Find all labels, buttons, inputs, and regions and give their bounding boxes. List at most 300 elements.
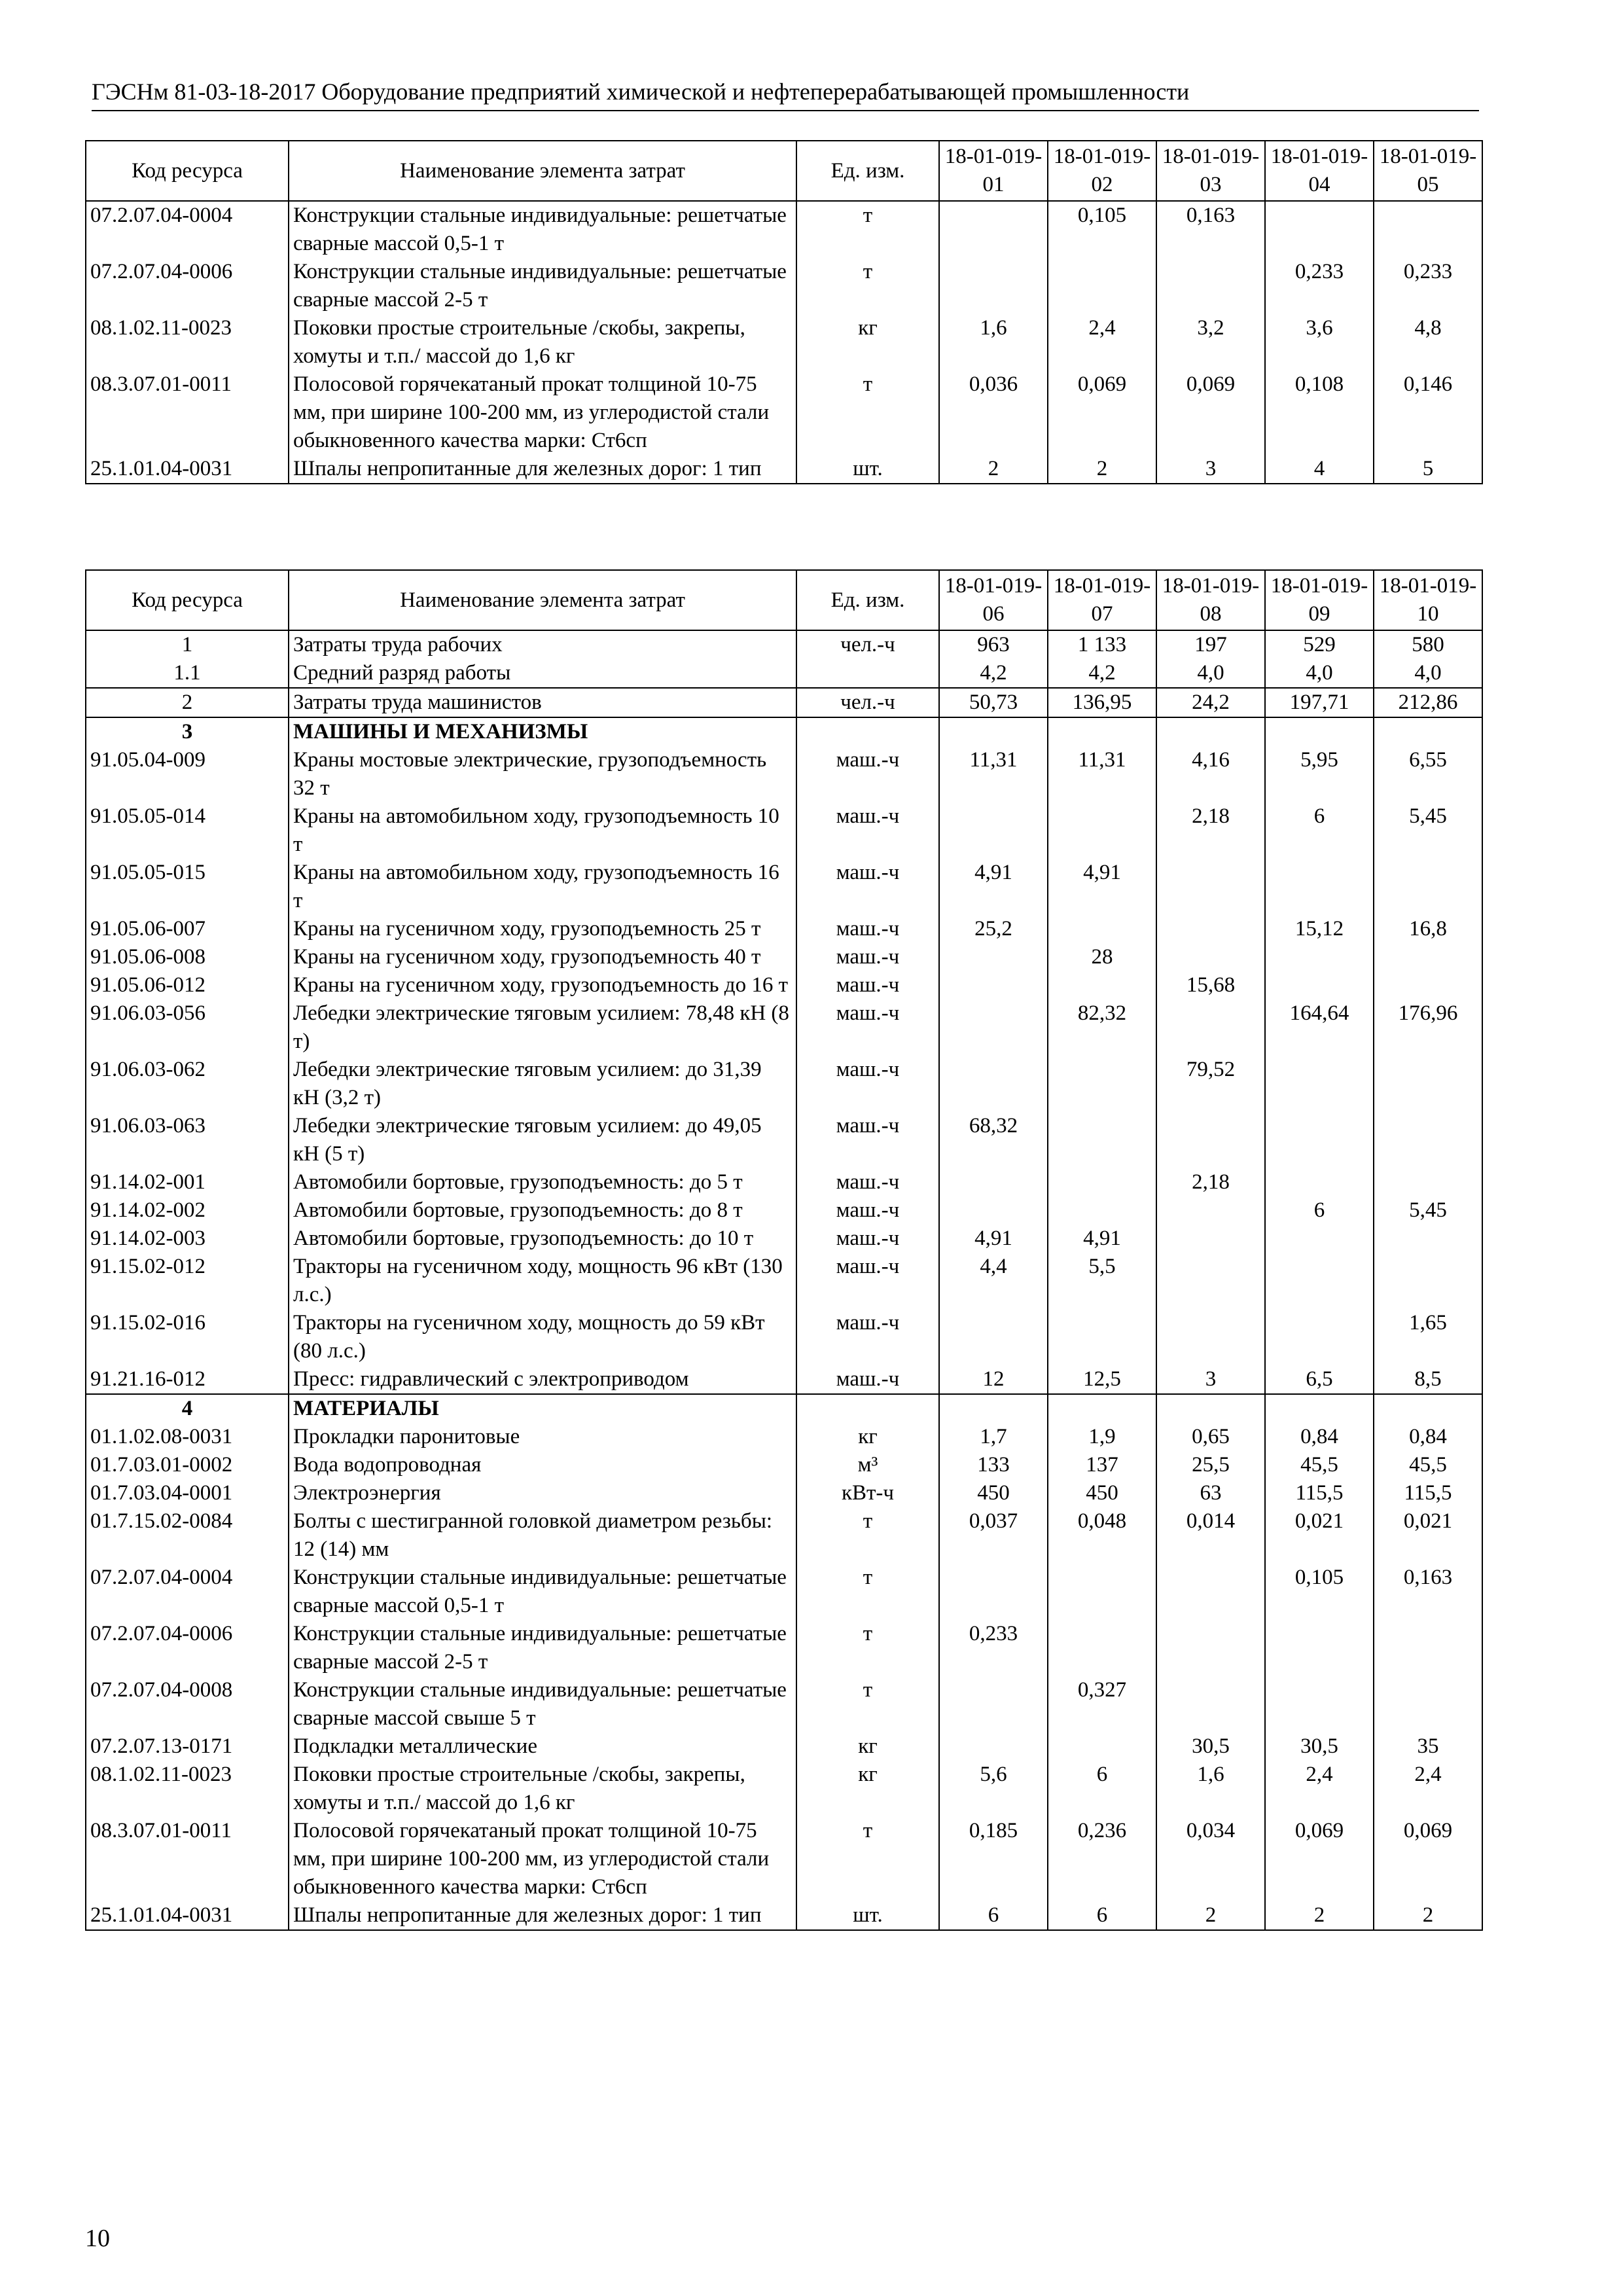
row-unit: маш.-ч [796, 1056, 939, 1112]
row-value: 0,233 [939, 1620, 1048, 1676]
row-unit: кг [796, 1761, 939, 1817]
row-code: 91.05.06-012 [86, 971, 289, 999]
row-unit: маш.-ч [796, 1253, 939, 1309]
row-value [1156, 1112, 1265, 1168]
row-value [939, 1394, 1048, 1423]
row-value: 0,034 [1156, 1817, 1265, 1901]
row-name: Затраты труда рабочих [289, 630, 796, 659]
row-value: 0,84 [1374, 1423, 1482, 1451]
row-value: 5,95 [1265, 746, 1374, 802]
row-value [1265, 717, 1374, 746]
row-value [1374, 1253, 1482, 1309]
row-value: 0,233 [1265, 258, 1374, 314]
row-value [1265, 859, 1374, 915]
table-row [86, 1423, 1482, 1451]
row-code: 91.21.16-012 [86, 1365, 289, 1394]
row-value [939, 1309, 1048, 1365]
row-name: Лебедки электрические тяговым усилием: до 49,05 кН (5 т) [289, 1112, 796, 1168]
row-value: 5,5 [1048, 1253, 1156, 1309]
table-row [86, 1507, 1482, 1564]
header-col: 18-01-019-02 [1048, 141, 1156, 201]
row-value: 197,71 [1265, 688, 1374, 717]
row-value: 30,5 [1265, 1732, 1374, 1761]
header-col: 18-01-019-05 [1374, 141, 1482, 201]
row-value: 2 [1156, 1901, 1265, 1930]
row-value: 16,8 [1374, 915, 1482, 943]
row-value: 2,4 [1265, 1761, 1374, 1817]
row-code: 91.05.04-009 [86, 746, 289, 802]
row-value: 2,4 [1048, 314, 1156, 370]
row-value [939, 999, 1048, 1056]
table-row [86, 971, 1482, 999]
row-value [939, 717, 1048, 746]
row-value: 35 [1374, 1732, 1482, 1761]
table-row [86, 1479, 1482, 1507]
row-name: Конструкции стальные индивидуальные: решетчатые сварные массой 0,5-1 т [289, 201, 796, 258]
row-value [1265, 1620, 1374, 1676]
row-value [1374, 971, 1482, 999]
row-name: Затраты труда машинистов [289, 688, 796, 717]
table-row [86, 717, 1482, 746]
row-value: 45,5 [1374, 1451, 1482, 1479]
header-code: Код ресурса [86, 570, 289, 630]
row-value: 0,185 [939, 1817, 1048, 1901]
table-row [86, 915, 1482, 943]
table-row [86, 999, 1482, 1056]
row-value [939, 1168, 1048, 1196]
row-value [1156, 1196, 1265, 1225]
row-value [1156, 1225, 1265, 1253]
row-value [1374, 201, 1482, 258]
row-code: 01.7.03.01-0002 [86, 1451, 289, 1479]
row-unit: маш.-ч [796, 915, 939, 943]
row-value: 1,7 [939, 1423, 1048, 1451]
row-unit: маш.-ч [796, 943, 939, 971]
row-name: Полосовой горячекатаный прокат толщиной 10-75 мм, при ширине 100-200 мм, из углеродистой стали обыкновенного качества марки: Ст6сп [289, 1817, 796, 1901]
row-name: Краны на автомобильном ходу, грузоподъемность 16 т [289, 859, 796, 915]
row-name: Прокладки паронитовые [289, 1423, 796, 1451]
row-value [1048, 915, 1156, 943]
row-value [1156, 1676, 1265, 1732]
row-value: 0,108 [1265, 370, 1374, 455]
table-row [86, 1112, 1482, 1168]
table-row [86, 1253, 1482, 1309]
row-value [1156, 915, 1265, 943]
row-value: 0,014 [1156, 1507, 1265, 1564]
row-value: 0,069 [1156, 370, 1265, 455]
row-unit [796, 1394, 939, 1423]
row-value [1374, 859, 1482, 915]
row-name: Шпалы непропитанные для железных дорог: 1 тип [289, 455, 796, 484]
row-value: 0,163 [1374, 1564, 1482, 1620]
row-unit: маш.-ч [796, 746, 939, 802]
row-value: 4,16 [1156, 746, 1265, 802]
table-row [86, 859, 1482, 915]
row-name: МАШИНЫ И МЕХАНИЗМЫ [289, 717, 796, 746]
row-value: 12 [939, 1365, 1048, 1394]
row-value: 6 [939, 1901, 1048, 1930]
row-value [1156, 1309, 1265, 1365]
row-value: 0,069 [1265, 1817, 1374, 1901]
table-row [86, 455, 1482, 484]
row-value: 50,73 [939, 688, 1048, 717]
row-unit: т [796, 201, 939, 258]
row-value [939, 943, 1048, 971]
row-code: 91.06.03-056 [86, 999, 289, 1056]
row-name: Пресс: гидравлический с электроприводом [289, 1365, 796, 1394]
row-value [1374, 1394, 1482, 1423]
row-value [1156, 717, 1265, 746]
row-name: Краны на автомобильном ходу, грузоподъемность 10 т [289, 802, 796, 859]
row-value: 68,32 [939, 1112, 1048, 1168]
header-col: 18-01-019-08 [1156, 570, 1265, 630]
row-value: 45,5 [1265, 1451, 1374, 1479]
row-value: 2 [1265, 1901, 1374, 1930]
row-value [1048, 1056, 1156, 1112]
row-code: 08.3.07.01-0011 [86, 370, 289, 455]
row-unit: маш.-ч [796, 1196, 939, 1225]
document-header: ГЭСНм 81-03-18-2017 Оборудование предприятий химической и нефтеперерабатывающей промышленности [92, 77, 1479, 111]
row-value [1048, 258, 1156, 314]
table-row [86, 1676, 1482, 1732]
row-value: 164,64 [1265, 999, 1374, 1056]
header-col: 18-01-019-10 [1374, 570, 1482, 630]
row-value: 24,2 [1156, 688, 1265, 717]
row-value: 0,105 [1048, 201, 1156, 258]
row-value: 3 [1156, 455, 1265, 484]
row-value [1374, 1056, 1482, 1112]
row-value: 529 [1265, 630, 1374, 659]
row-code: 2 [86, 688, 289, 717]
row-unit: шт. [796, 1901, 939, 1930]
row-code: 91.14.02-001 [86, 1168, 289, 1196]
row-name: Автомобили бортовые, грузоподъемность: до 8 т [289, 1196, 796, 1225]
row-unit: маш.-ч [796, 1365, 939, 1394]
row-value [939, 1056, 1048, 1112]
row-code: 91.05.06-007 [86, 915, 289, 943]
row-value [1374, 1620, 1482, 1676]
header-col: 18-01-019-03 [1156, 141, 1265, 201]
row-value: 5,6 [939, 1761, 1048, 1817]
row-value [939, 1676, 1048, 1732]
header-col: 18-01-019-04 [1265, 141, 1374, 201]
row-value: 0,021 [1374, 1507, 1482, 1564]
row-code: 91.06.03-063 [86, 1112, 289, 1168]
row-value: 4,0 [1374, 659, 1482, 688]
row-value: 30,5 [1156, 1732, 1265, 1761]
row-value: 4,2 [939, 659, 1048, 688]
row-value: 176,96 [1374, 999, 1482, 1056]
table-row [86, 746, 1482, 802]
row-value [939, 201, 1048, 258]
row-value: 450 [1048, 1479, 1156, 1507]
row-value: 0,021 [1265, 1507, 1374, 1564]
row-value: 0,069 [1048, 370, 1156, 455]
row-value [1048, 1168, 1156, 1196]
row-code: 08.1.02.11-0023 [86, 1761, 289, 1817]
row-name: Лебедки электрические тяговым усилием: 78,48 кН (8 т) [289, 999, 796, 1056]
row-code: 01.1.02.08-0031 [86, 1423, 289, 1451]
row-unit: маш.-ч [796, 971, 939, 999]
row-value: 2,18 [1156, 1168, 1265, 1196]
table-row [86, 1732, 1482, 1761]
row-name: Шпалы непропитанные для железных дорог: 1 тип [289, 1901, 796, 1930]
table-row [86, 659, 1482, 688]
row-value [1265, 1676, 1374, 1732]
row-value: 133 [939, 1451, 1048, 1479]
row-unit: т [796, 258, 939, 314]
row-value [1048, 1112, 1156, 1168]
row-code: 07.2.07.04-0004 [86, 1564, 289, 1620]
row-unit: кВт-ч [796, 1479, 939, 1507]
table-row [86, 1620, 1482, 1676]
row-value [939, 1564, 1048, 1620]
row-code: 01.7.03.04-0001 [86, 1479, 289, 1507]
row-value: 197 [1156, 630, 1265, 659]
row-code: 07.2.07.04-0006 [86, 258, 289, 314]
row-value: 4,91 [1048, 859, 1156, 915]
table-row [86, 1309, 1482, 1365]
row-code: 91.14.02-003 [86, 1225, 289, 1253]
row-value [1374, 1676, 1482, 1732]
row-unit: т [796, 1564, 939, 1620]
row-unit: кг [796, 1423, 939, 1451]
row-value [1374, 1168, 1482, 1196]
table-row [86, 1394, 1482, 1423]
table-row [86, 1564, 1482, 1620]
row-value: 0,069 [1374, 1817, 1482, 1901]
row-value [1374, 717, 1482, 746]
row-name: МАТЕРИАЛЫ [289, 1394, 796, 1423]
row-name: Поковки простые строительные /скобы, закрепы, хомуты и т.п./ массой до 1,6 кг [289, 1761, 796, 1817]
row-unit: маш.-ч [796, 859, 939, 915]
row-name: Автомобили бортовые, грузоподъемность: до 5 т [289, 1168, 796, 1196]
row-value [1048, 971, 1156, 999]
row-value [1048, 1564, 1156, 1620]
row-value [1048, 1732, 1156, 1761]
row-value: 963 [939, 630, 1048, 659]
row-name: Конструкции стальные индивидуальные: решетчатые сварные массой 0,5-1 т [289, 1564, 796, 1620]
table-row [86, 1901, 1482, 1930]
row-value: 6 [1265, 1196, 1374, 1225]
row-value: 15,12 [1265, 915, 1374, 943]
row-code: 1 [86, 630, 289, 659]
page-number: 10 [85, 2225, 110, 2252]
row-value: 3,2 [1156, 314, 1265, 370]
row-value [1048, 1309, 1156, 1365]
row-code: 07.2.07.04-0006 [86, 1620, 289, 1676]
row-name: Краны на гусеничном ходу, грузоподъемность 40 т [289, 943, 796, 971]
row-unit: чел.-ч [796, 630, 939, 659]
row-code: 91.05.05-014 [86, 802, 289, 859]
row-name: Поковки простые строительные /скобы, закрепы, хомуты и т.п./ массой до 1,6 кг [289, 314, 796, 370]
table-row [86, 688, 1482, 717]
row-code: 25.1.01.04-0031 [86, 1901, 289, 1930]
row-unit: т [796, 1676, 939, 1732]
row-value: 2 [939, 455, 1048, 484]
row-value: 115,5 [1374, 1479, 1482, 1507]
row-value: 11,31 [939, 746, 1048, 802]
row-name: Краны на гусеничном ходу, грузоподъемность до 16 т [289, 971, 796, 999]
row-value [939, 258, 1048, 314]
row-name: Конструкции стальные индивидуальные: решетчатые сварные массой свыше 5 т [289, 1676, 796, 1732]
row-value [1265, 1056, 1374, 1112]
row-value: 2,18 [1156, 802, 1265, 859]
table-row [86, 1817, 1482, 1901]
table-row [86, 1168, 1482, 1196]
row-value [1265, 1309, 1374, 1365]
row-value [1265, 943, 1374, 971]
row-name: Краны мостовые электрические, грузоподъемность 32 т [289, 746, 796, 802]
row-unit: маш.-ч [796, 1168, 939, 1196]
row-value: 4 [1265, 455, 1374, 484]
header-col: 18-01-019-01 [939, 141, 1048, 201]
row-name: Тракторы на гусеничном ходу, мощность 96 кВт (130 л.с.) [289, 1253, 796, 1309]
row-value [1048, 717, 1156, 746]
table-row [86, 1196, 1482, 1225]
table-row [86, 802, 1482, 859]
table-row [86, 943, 1482, 971]
row-value: 0,65 [1156, 1423, 1265, 1451]
table-row [86, 370, 1482, 455]
row-value: 115,5 [1265, 1479, 1374, 1507]
row-value: 3 [1156, 1365, 1265, 1394]
row-unit: т [796, 1620, 939, 1676]
row-unit: м³ [796, 1451, 939, 1479]
row-unit: т [796, 370, 939, 455]
row-value: 11,31 [1048, 746, 1156, 802]
row-value: 2 [1374, 1901, 1482, 1930]
row-value [1048, 1196, 1156, 1225]
row-value [1265, 201, 1374, 258]
row-code: 91.15.02-016 [86, 1309, 289, 1365]
row-value [1265, 1168, 1374, 1196]
row-code: 91.15.02-012 [86, 1253, 289, 1309]
row-unit: кг [796, 1732, 939, 1761]
table-row [86, 630, 1482, 659]
row-value [1374, 1225, 1482, 1253]
row-unit: шт. [796, 455, 939, 484]
row-value: 1,6 [939, 314, 1048, 370]
row-value [1265, 1112, 1374, 1168]
table-header-row [86, 141, 1482, 201]
row-value: 0,236 [1048, 1817, 1156, 1901]
row-value: 6 [1048, 1761, 1156, 1817]
row-value: 4,0 [1156, 659, 1265, 688]
row-value: 1,6 [1156, 1761, 1265, 1817]
row-unit: т [796, 1817, 939, 1901]
row-value: 2 [1048, 455, 1156, 484]
row-value: 4,8 [1374, 314, 1482, 370]
table-row [86, 1225, 1482, 1253]
row-value: 0,036 [939, 370, 1048, 455]
row-value: 1,9 [1048, 1423, 1156, 1451]
row-code: 07.2.07.04-0004 [86, 201, 289, 258]
row-value [1265, 1225, 1374, 1253]
row-name: Вода водопроводная [289, 1451, 796, 1479]
row-value: 28 [1048, 943, 1156, 971]
row-value: 0,84 [1265, 1423, 1374, 1451]
row-value [1156, 999, 1265, 1056]
header-name: Наименование элемента затрат [289, 570, 796, 630]
row-name: Средний разряд работы [289, 659, 796, 688]
row-value: 6 [1048, 1901, 1156, 1930]
row-value: 2,4 [1374, 1761, 1482, 1817]
header-name: Наименование элемента затрат [289, 141, 796, 201]
row-value: 1 133 [1048, 630, 1156, 659]
row-code: 91.05.05-015 [86, 859, 289, 915]
row-code: 3 [86, 717, 289, 746]
row-name: Краны на гусеничном ходу, грузоподъемность 25 т [289, 915, 796, 943]
row-unit: чел.-ч [796, 688, 939, 717]
row-name: Подкладки металлические [289, 1732, 796, 1761]
table-row [86, 1761, 1482, 1817]
row-value [939, 971, 1048, 999]
row-value [939, 1732, 1048, 1761]
row-code: 01.7.15.02-0084 [86, 1507, 289, 1564]
row-name: Конструкции стальные индивидуальные: решетчатые сварные массой 2-5 т [289, 258, 796, 314]
header-col: 18-01-019-07 [1048, 570, 1156, 630]
row-value [1156, 1253, 1265, 1309]
row-value [1374, 1112, 1482, 1168]
row-value: 580 [1374, 630, 1482, 659]
row-value: 3,6 [1265, 314, 1374, 370]
row-value [1156, 1620, 1265, 1676]
row-value: 5,45 [1374, 1196, 1482, 1225]
table-row [86, 1365, 1482, 1394]
row-value [1265, 971, 1374, 999]
row-value [1156, 943, 1265, 971]
row-value: 6,5 [1265, 1365, 1374, 1394]
row-value: 0,105 [1265, 1564, 1374, 1620]
row-value: 82,32 [1048, 999, 1156, 1056]
table-row [86, 258, 1482, 314]
row-value [1156, 1564, 1265, 1620]
row-value [1048, 1620, 1156, 1676]
header-col: 18-01-019-06 [939, 570, 1048, 630]
row-unit: маш.-ч [796, 999, 939, 1056]
row-value [1374, 943, 1482, 971]
row-value: 0,327 [1048, 1676, 1156, 1732]
row-value: 79,52 [1156, 1056, 1265, 1112]
row-value: 137 [1048, 1451, 1156, 1479]
row-unit: маш.-ч [796, 1112, 939, 1168]
row-value: 212,86 [1374, 688, 1482, 717]
row-name: Болты с шестигранной головкой диаметром резьбы: 12 (14) мм [289, 1507, 796, 1564]
row-name: Лебедки электрические тяговым усилием: до 31,39 кН (3,2 т) [289, 1056, 796, 1112]
row-unit [796, 659, 939, 688]
row-value: 63 [1156, 1479, 1265, 1507]
row-name: Электроэнергия [289, 1479, 796, 1507]
row-unit: маш.-ч [796, 1309, 939, 1365]
row-value [939, 1196, 1048, 1225]
header-unit: Ед. изм. [796, 570, 939, 630]
row-value: 4,91 [939, 859, 1048, 915]
row-name: Полосовой горячекатаный прокат толщиной 10-75 мм, при ширине 100-200 мм, из углеродистой стали обыкновенного качества марки: Ст6сп [289, 370, 796, 455]
row-value: 0,037 [939, 1507, 1048, 1564]
row-code: 91.05.06-008 [86, 943, 289, 971]
header-unit: Ед. изм. [796, 141, 939, 201]
row-value: 6 [1265, 802, 1374, 859]
row-name: Конструкции стальные индивидуальные: решетчатые сварные массой 2-5 т [289, 1620, 796, 1676]
row-name: Автомобили бортовые, грузоподъемность: до 10 т [289, 1225, 796, 1253]
row-code: 1.1 [86, 659, 289, 688]
row-value: 0,233 [1374, 258, 1482, 314]
row-name: Тракторы на гусеничном ходу, мощность до 59 кВт (80 л.с.) [289, 1309, 796, 1365]
row-value [1048, 802, 1156, 859]
resource-table-1 [85, 140, 1483, 484]
row-value [1156, 859, 1265, 915]
